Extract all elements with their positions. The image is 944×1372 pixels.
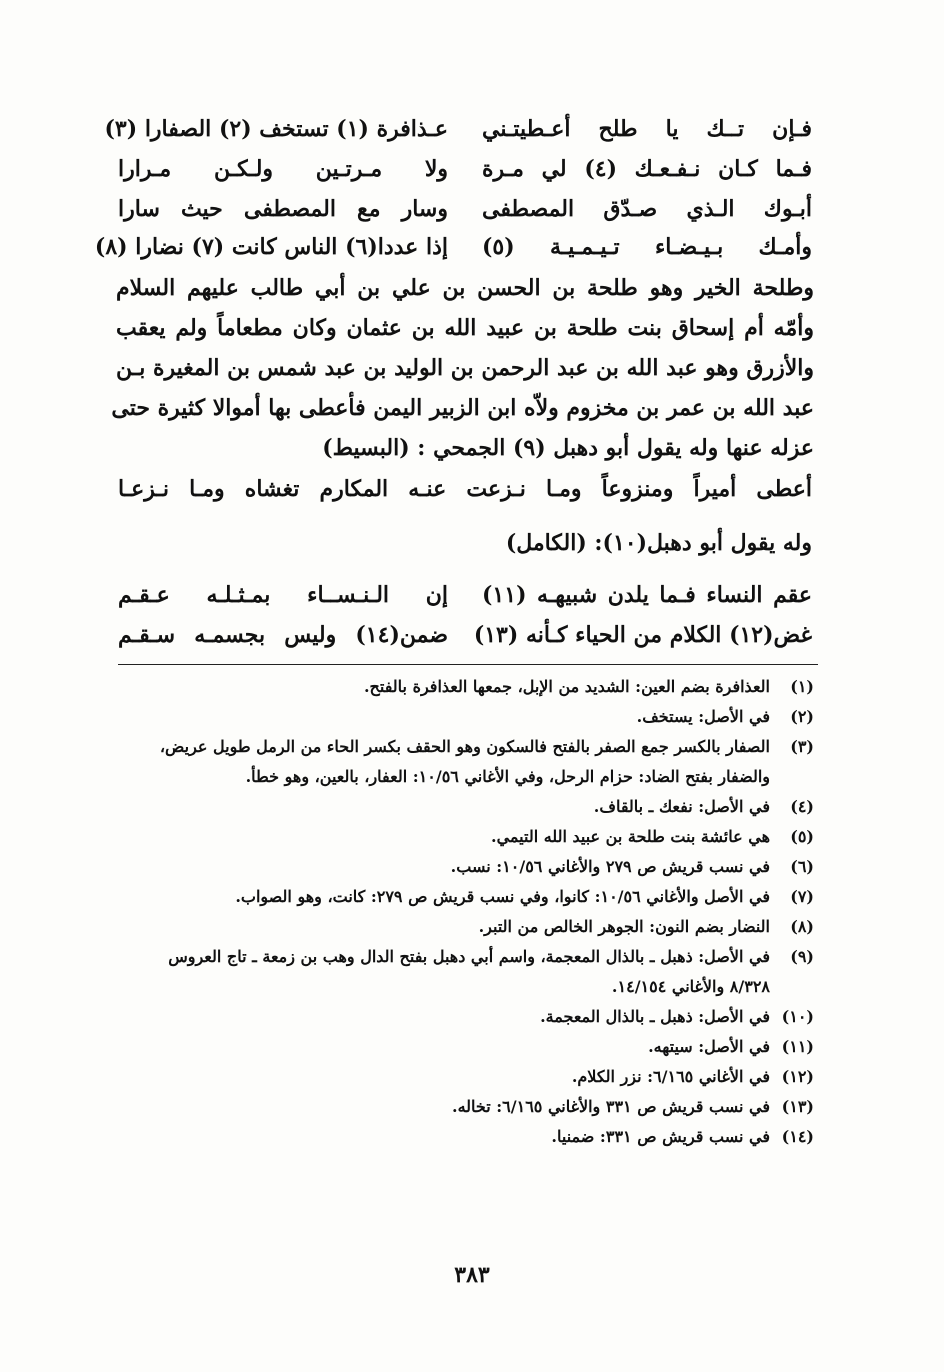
verse-line [118, 190, 812, 228]
footnote-number: (٦) [790, 857, 814, 876]
footnote-number: (٢) [790, 707, 814, 726]
footnote [100, 1032, 814, 1062]
footnote [100, 762, 814, 792]
verse-hemistich-first: فـإن تــك يا طلح أعـطيتـني [482, 116, 812, 142]
footnote-number: (١٤) [781, 1127, 814, 1146]
footnote-text: في الأصل: نفعك ـ بالقاف. [593, 797, 770, 816]
verse-hemistich-second: إذا عددا(٦) الناس كانت (٧) نضارا (٨) [94, 234, 448, 260]
verse-hemistich-first: أبـوك الـذي صـدّق المصطفى [482, 196, 812, 222]
prose-line: عبد الله بن عمر بن مخزوم ولاّه ابن الزبير اليمن فأعطى بها أموالا كثيرة حتى [111, 395, 814, 421]
verse-line [118, 576, 812, 614]
footnote [100, 1092, 814, 1122]
verse-line [104, 110, 812, 148]
footnote-text: النضار بضم النون: الجوهر الخالص من التبر. [478, 917, 770, 936]
verse-line [94, 228, 812, 266]
footnote-number [770, 762, 814, 792]
footnote [100, 1062, 814, 1092]
footnote-number: (٣) [790, 737, 814, 756]
footnote-number: (٧) [790, 887, 814, 906]
verse-hemistich-second: وسار مع المصطفى حيث سارا [118, 196, 448, 222]
footnote-text: في الأصل: ذهبل ـ بالذال المعجمة، واسم أبي دهبل بفتح الدال وهب بن زمعة ـ تاج العروس [168, 947, 770, 966]
footnote-number [770, 972, 814, 1002]
footnote [100, 852, 814, 882]
footnote [100, 792, 814, 822]
prose-line: عزله عنها وله يقول أبو دهبل (٩) الجمحي : (البسيط) [322, 435, 814, 461]
footnote-text: والضفار بفتح الضاد: حزام الرحل، وفي الأغاني ١٠/٥٦: العفار، بالعين، وهو خطأ. [245, 767, 770, 786]
kamil-intro: وله يقول أبو دهبل(١٠): (الكامل) [505, 530, 812, 556]
footnote-number: (١٠) [781, 1007, 814, 1026]
footnote-text: في الأصل: سيتهه. [648, 1037, 770, 1056]
verse-hemistich-second: ولا مـرتـين ولـكـن مـرارا [118, 156, 448, 182]
footnote-text: في نسب قريش ص ٣٣١ والأغاني ٦/١٦٥: تخاله. [452, 1097, 770, 1116]
footnote [100, 882, 814, 912]
basit-verse: أعطى أميراً ومنزوعاً ومـا نـزعت عنـه المكارم تغشاه ومـا نـزعـا [118, 476, 812, 502]
verse-hemistich-first: عقم النساء فـما يلدن شبيهـه (١١) [482, 582, 812, 608]
verse-hemistich-first: غض(١٢) الكلام من الحياء كـأنه (١٣) [473, 622, 812, 648]
footnote-text: في الأصل: يستخف. [636, 707, 770, 726]
footnote [100, 942, 814, 972]
footnote-text: ٨/٣٢٨ والأغاني ١٤/١٥٤. [611, 977, 770, 996]
footnote-number: (١٢) [781, 1067, 814, 1086]
verse-hemistich-first: وأمـك بـيـضـاء تـيـمـيـة (٥) [482, 234, 812, 260]
footnote-number: (١١) [781, 1037, 814, 1056]
footnote-text: في نسب قريش ص ٢٧٩ والأغاني ١٠/٥٦: نسب. [450, 857, 770, 876]
verse-line [118, 616, 812, 654]
verse-hemistich-second: ضمن(١٤) وليس بجسمـه سـقـم [118, 622, 448, 648]
footnote-text: هي عائشة بنت طلحة بن عبيد الله التيمي. [491, 827, 770, 846]
footnote-text: في الأصل والأغاني ١٠/٥٦: كانوا، وفي نسب قريش ص ٢٧٩: كانت، وهو الصواب. [235, 887, 770, 906]
verse-line [118, 150, 812, 188]
prose-line: والأزرق وهو عبد الله بن عبد الرحمن بن الوليد بن عبد شمس بن المغيرة بـن [116, 355, 814, 381]
prose-paragraph [111, 268, 814, 468]
footnote [100, 912, 814, 942]
footnote-text: العذافرة بضم العين: الشديد من الإبل، جمعها العذافرة بالفتح. [363, 677, 770, 696]
footnote-text: في نسب قريش ص ٣٣١: ضمنيا. [551, 1127, 770, 1146]
footnote-number: (٨) [790, 917, 814, 936]
footnote-text: في الأغاني ٦/١٦٥: نزر الكلام. [571, 1067, 770, 1086]
footnote-number: (٤) [790, 797, 814, 816]
footnote-number: (١٣) [781, 1097, 814, 1116]
verse-hemistich-second: عـذافرة (١) تستخف (٢) الصفارا (٣) [104, 116, 448, 142]
footnote-divider [118, 664, 818, 665]
footnote-number: (٥) [790, 827, 814, 846]
footnote [100, 702, 814, 732]
prose-line: وأمّه أم إسحاق بنت طلحة بن عبيد الله بن عثمان وكان مطعاماً ولم يعقب [116, 315, 814, 341]
footnote [100, 822, 814, 852]
page-number: ٣٨٣ [454, 1262, 490, 1288]
footnote-text: الصفار بالكسر جمع الصفر بالفتح فالسكون وهو الحقف بكسر الحاء من الرمل طويل عريض، [159, 737, 770, 756]
footnote [100, 1002, 814, 1032]
prose-line: وطلحة الخير وهو طلحة بن الحسن بن علي بن أبي طالب عليهم السلام [116, 275, 814, 301]
footnote-text: في الأصل: ذهبل ـ بالذال المعجمة. [540, 1007, 770, 1026]
footnote [100, 972, 814, 1002]
footnote-number: (٩) [790, 947, 814, 966]
verse-hemistich-second: إن الـنـســاء بمـثـلـه عـقـم [118, 582, 448, 608]
footnote [100, 672, 814, 702]
footnote-number: (١) [790, 677, 814, 696]
footnote [100, 732, 814, 762]
footnotes [100, 672, 814, 1152]
footnote [100, 1122, 814, 1152]
verse-hemistich-first: فـما كـان نـفـعـك (٤) لي مـرة [482, 156, 812, 182]
